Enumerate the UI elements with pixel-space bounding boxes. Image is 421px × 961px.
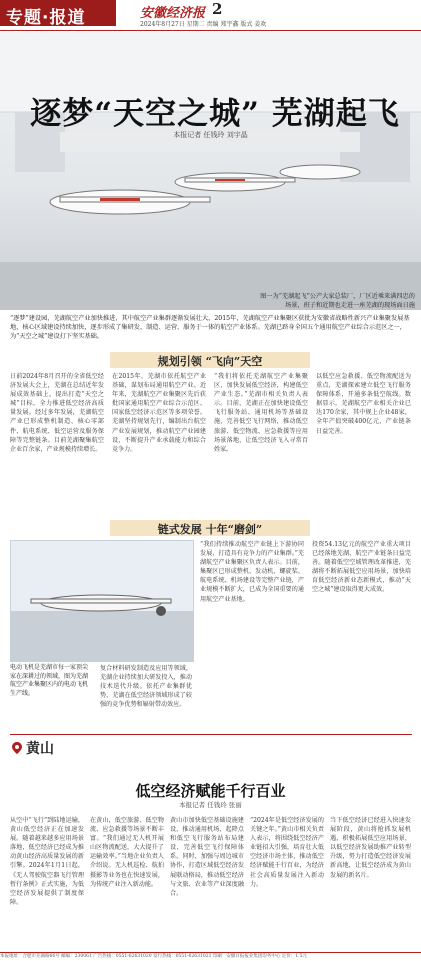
region-label: 黄山 bbox=[26, 741, 54, 757]
region-byline: 本报记者 任钱玲 张丽 bbox=[179, 801, 242, 809]
location-pin-icon bbox=[12, 742, 22, 754]
section2-col4: 投资54.13亿元的航空产业重大项目已经落地芜湖，航空产业链条日益完善。随着低空空域管理改革推进，芜湖将不断拓展低空应用场景，加快培育低空经济新业态新模式，推动“天空之城”建设取得更大成效。 bbox=[312, 541, 411, 594]
feature-title: 逐梦“天空之城” 芜湖起飞 bbox=[30, 96, 400, 132]
region-col4: “2024年是低空经济发展的关键之年。”黄山市相关负责人表示，将围绕低空经济产业链招大引强，培育壮大低空经济市场主体，推动低空经济赋能千行百业，为经济社会高质量发展注入新动力。 bbox=[250, 817, 324, 888]
section2-title: 链式发展 十年“磨剑” bbox=[157, 523, 263, 536]
feature-byline: 本报记者 任钱玲 刘宇晶 bbox=[173, 131, 248, 139]
section-banner bbox=[0, 0, 116, 26]
section2-col3: “我们持续推动航空产业链上下游协同发展，打造具有竞争力的产业集群。”芜湖航空产业集聚区负责人表示。目前，集聚区已形成整机、发动机、螺旋桨、航电系统、机场建设等完整产业链，产业规模不断扩大，已成为全国重要的通用航空产业基地。 bbox=[200, 541, 304, 603]
region-col3: 黄山市加快低空基础设施建设，推动通用机场、起降点和低空飞行服务站布局建设，完善低空飞行保障体系。同时，加强与周边城市协作，打造区域低空经济发展联动格局，推动低空经济与文旅、农业等产业深度融合。 bbox=[170, 817, 244, 897]
page-number: 2 bbox=[212, 0, 223, 18]
page-header bbox=[0, 0, 421, 30]
section-title: 专题·报道 bbox=[6, 8, 86, 28]
page-footer: 本报地址：合肥市芜湖路66号 邮编：230061 广告热线：0551-62631020 发行热线：0551-62631021 印刷：安徽日报报业集团印务中心 定价：1.5元 bbox=[0, 952, 421, 961]
dateline: 2024年8月27日 星期二 责编 郑宇鑫 版式 姜欢 bbox=[140, 21, 267, 28]
hero-photo bbox=[0, 32, 421, 310]
section1-col3: “我们将依托芜湖航空产业集聚区，加快发展低空经济，构建低空产业生态。”芜湖市相关负责人表示。目前，芜湖正在加快建设低空飞行服务站、通用机场等基础设施，完善低空飞行网络，推动低空旅游、低空物流、应急救援等应用场景落地，让低空经济飞入寻常百姓家。 bbox=[214, 373, 308, 453]
section2-col2: 复合材料研发制造及应用等领域，芜湖企业持续加大研发投入，推动技术迭代升级。依托产业集群优势，芜湖在低空经济领域形成了较强的竞争优势和辐射带动效应。 bbox=[100, 665, 192, 709]
section1-col1: 日前2024年8月召开的全省低空经济发展大会上，芜湖在总结近年发展成效基础上，提出打造“天空之城”目标，全力推进低空经济高质量发展。经过多年发展，芜湖航空产业已形成整机制造、核心零部件、航电系统、低空运营及服务保障等完整链条。目前芜湖聚集航空企业百余家，产业规模持续增长。 bbox=[10, 373, 104, 453]
region-rule bbox=[10, 734, 412, 755]
section1-col4: 以低空应急救援、低空物流配送为重点，芜湖探索建立低空飞行服务保障体系，开通多条低空航线。数据显示，芜湖航空产业相关企业已达170余家，其中规上企业48家，全年产值突破400亿元，产业链条日益完善。 bbox=[316, 373, 411, 435]
hangar-illustration bbox=[0, 32, 421, 310]
section2-photo-caption: 电动飞机是芜湖市每一家顶尖家在深耕过的领域，图为芜湖航空产业集聚区内的电动飞机生产线。 bbox=[10, 664, 89, 697]
section1-col2: 在2015年，芜湖市依托航空产业基础，谋划布局通用航空产业。近年来，芜湖航空产业集聚区先后获批国家通用航空产业综合示范区、国家低空经济示范区等多项荣誉。芜湖坚持规划先行，编制出台航空产业发展规划，推动航空产业园建设，不断提升产业承载能力和综合竞争力。 bbox=[112, 373, 206, 453]
photo-caption-right: 图一为“芜湖起飞”公产大家总装厂，厂区近乘来满四忠的场景，班子和近期也走进一座芜湖的现场面日施 bbox=[260, 293, 415, 309]
region-col5: 当下低空经济已经进入快速发展阶段，黄山将抢抓发展机遇，积极拓展低空应用场景，以低空经济发展助推产业转型升级，努力打造低空经济发展新高地，让低空经济成为黄山发展的新名片。 bbox=[330, 817, 411, 879]
paper-name: 安徽经济报 bbox=[140, 6, 206, 21]
region-title: 低空经济赋能千行百业 bbox=[135, 782, 286, 800]
region-col1: 从空中“飞行”到陆地运输，黄山低空经济正在加速发展。随着越来越多应用场景落地，低空经济已经成为推动黄山经济高质量发展的新引擎。2024年1月1日起，《无人驾驶航空器飞行管理暂行条例》正式实施，为低空经济发展提供了制度保障。 bbox=[10, 817, 84, 906]
section2-photo bbox=[10, 540, 194, 662]
header-rule bbox=[0, 30, 421, 31]
region-col2: 在黄山，低空旅游、低空物流、应急救援等场景不断丰富。“我们通过无人机开展山区物流配送，大大提升了运输效率。”当地企业负责人介绍说。无人机巡检、航拍摄影等业务也在快速发展，为传统产业注入新动能。 bbox=[90, 817, 164, 888]
photo-caption-main: “逐梦”建设园，芜湖航空产业加快推进，其中航空产业集群逐渐发展壮大，2015年，芜湖航空产业集聚区获批为安徽省战略性新兴产业集聚发展基地，核心区域建设持续加快，逐步形成了集研发、制造、运营、服务于一体的航空产业体系。芜湖已跻身全国五个通用航空产业综合示范区之一，为“天空之城”建设打下坚实基础。 bbox=[10, 315, 410, 340]
section1-title: 规划引领 “飞向”天空 bbox=[157, 355, 263, 368]
